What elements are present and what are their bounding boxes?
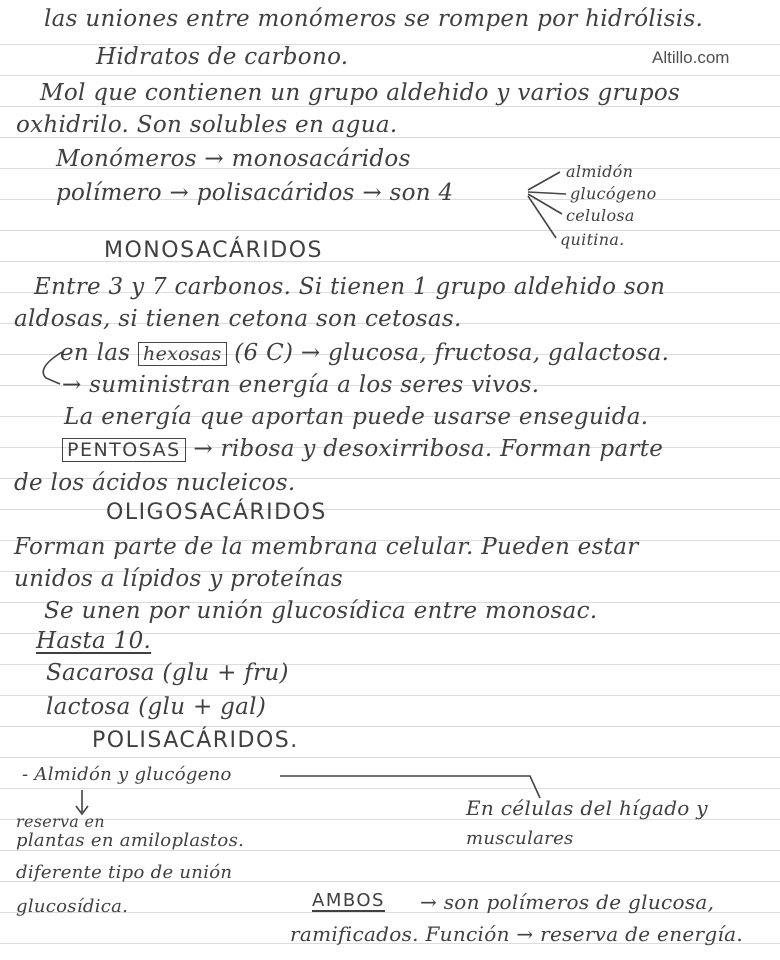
text-line-hydrolysis: las uniones entre monómeros se rompen por hidrólisis. [44, 6, 704, 32]
text-line-glucosidica: glucosídica. [16, 896, 129, 917]
heading-hidratos: Hidratos de carbono. [96, 44, 349, 70]
branch-quitina: quitina. [560, 230, 625, 249]
text-line-union-glucosidica: Se unen por unión glucosídica entre monosac. [44, 598, 598, 624]
hexosas-suffix: (6 C) → glucosa, fructosa, galactosa. [234, 340, 670, 366]
text-line-plantas-amiloplastos: plantas en amiloplastos. [16, 830, 245, 851]
text-line-lipidos: unidos a lípidos y proteínas [14, 566, 343, 592]
branch-celulosa: celulosa [566, 206, 635, 225]
heading-oligosacaridos: OLIGOSACÁRIDOS [106, 500, 327, 525]
heading-polisacaridos: POLISACÁRIDOS. [92, 728, 299, 753]
text-line-reserva-en: reserva en [16, 812, 105, 831]
branch-arrow-celulosa [528, 194, 562, 214]
text-line-polimeros-glucosa: → son polímeros de glucosa, [420, 890, 715, 914]
pentosas-suffix: → ribosa y desoxirribosa. Forman parte [193, 436, 664, 462]
branch-almidon: almidón [566, 162, 634, 181]
down-arrow-reserva [76, 790, 88, 814]
almidon-underline-arrow [280, 776, 540, 798]
text-line-ramificados: ramificados. Función → reserva de energía. [290, 922, 744, 946]
hexosas-box: hexosas [138, 342, 227, 366]
text-line-carbonos: Entre 3 y 7 carbonos. Si tienen 1 grupo aldehido son [34, 274, 666, 300]
text-line-oxhidrilo: oxhidrilo. Son solubles en agua. [16, 112, 398, 138]
pentosas-box: PENTOSAS [62, 438, 186, 462]
text-line-lactosa: lactosa (glu + gal) [46, 694, 267, 720]
text-line-energia-seres: → suministran energía a los seres vivos. [62, 372, 540, 398]
text-line-musculares: musculares [466, 828, 574, 849]
text-line-acidos-nucleicos: de los ácidos nucleicos. [14, 470, 296, 496]
heading-monosacaridos: MONOSACÁRIDOS [104, 238, 324, 263]
text-line-hexosas [60, 340, 669, 366]
text-line-pentosas [62, 436, 663, 462]
text-line-almidon-glucogeno: - Almidón y glucógeno [22, 764, 232, 785]
text-line-sacarosa: Sacarosa (glu + fru) [46, 660, 289, 686]
branch-arrow-almidon [528, 172, 560, 190]
text-line-monomeros: Monómeros → monosacáridos [56, 146, 411, 172]
text-line-polimero: polímero → polisacáridos → son 4 [56, 180, 454, 206]
text-ambos: AMBOS [312, 890, 385, 911]
text-line-hasta-10: Hasta 10. [36, 628, 152, 654]
branch-arrow-quitina [528, 196, 556, 238]
text-line-aldosas: aldosas, si tienen cetona son cetosas. [14, 306, 462, 332]
hexosas-prefix: en las [60, 340, 131, 366]
text-line-celulas-higado: En células del hígado y [466, 796, 708, 820]
branch-glucogeno: glucógeno [570, 184, 657, 203]
branch-arrow-glucogeno [528, 192, 566, 194]
text-line-aldehido: Mol que contienen un grupo aldehido y varios grupos [40, 80, 681, 106]
text-line-membrana: Forman parte de la membrana celular. Pueden estar [14, 534, 639, 560]
text-line-diferente-union: diferente tipo de unión [16, 862, 233, 883]
watermark: Altillo.com [652, 48, 730, 67]
text-line-energia-enseguida: La energía que aportan puede usarse enseguida. [64, 404, 649, 430]
